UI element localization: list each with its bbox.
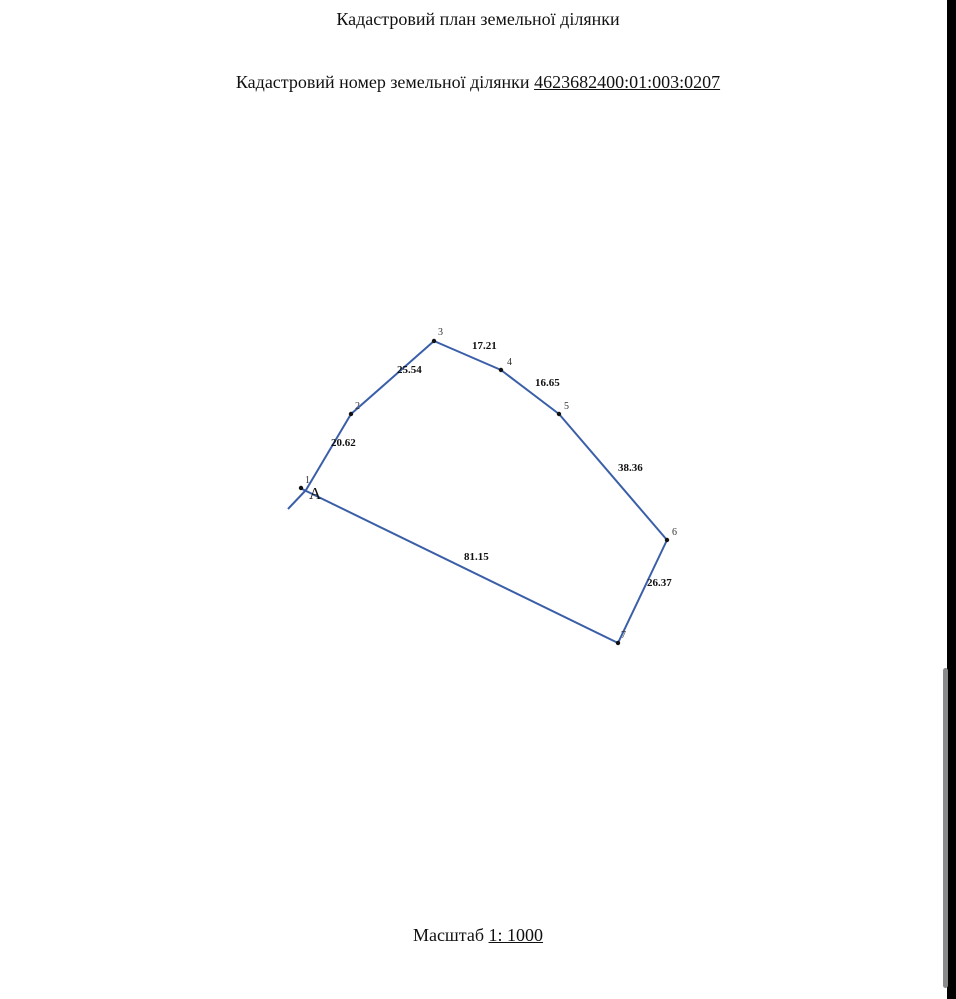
scale-label: Масштаб [412,925,485,945]
distance-label-4-5: 16.65 [535,377,560,389]
vertex-5 [557,412,561,416]
vertex-4 [499,368,503,372]
vertex-label-7: 7 [621,630,626,641]
vertex-label-5: 5 [564,401,569,412]
scale-value: 1: 1000 [488,925,544,945]
boundary-segment-6-7 [618,540,667,643]
vertex-1 [299,486,303,490]
vertex-label-6: 6 [672,527,677,538]
direction-tick [288,490,306,509]
vertex-7 [616,641,620,645]
distance-label-1-2: 20.62 [331,437,356,449]
distance-label-6-7: 26.37 [647,577,672,589]
cadastral-number-value: 4623682400:01:003:0207 [534,72,721,92]
distance-label-3-4: 17.21 [472,340,497,352]
boundary-segment-1-2 [306,414,351,490]
start-point-marker: A [309,484,322,503]
distance-label-5-6: 38.36 [618,462,643,474]
vertex-label-1: 1 [305,475,310,486]
cadastral-number-label: Кадастровий номер земельної ділянки [235,72,530,92]
vertex-6 [665,538,669,542]
vertex-3 [432,339,436,343]
distance-label-2-3: 25.54 [397,364,422,376]
vertex-label-2: 2 [355,401,360,412]
vertex-2 [349,412,353,416]
boundary-segment-2-3 [351,341,434,414]
scale-line [0,925,956,946]
vertex-label-4: 4 [507,357,512,368]
vertex-label-3: 3 [438,327,443,338]
distance-label-7-1: 81.15 [464,551,489,563]
boundary-segment-5-6 [559,414,667,540]
scrollbar-thumb[interactable] [943,668,948,988]
page-title: Кадастровий план земельної ділянки [336,9,620,29]
boundary-segment-7-1 [300,488,618,643]
